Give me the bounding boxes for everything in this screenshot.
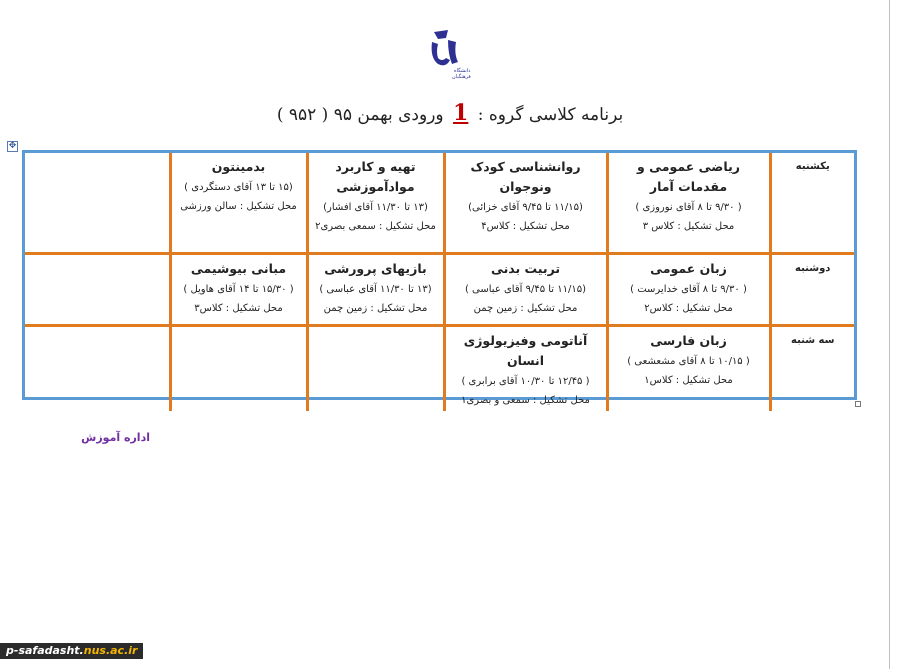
- course-cell-empty: [25, 325, 170, 411]
- day-cell: یکشنبه: [770, 153, 854, 253]
- course-place: محل تشکیل : سالن ورزشی: [180, 201, 297, 212]
- course-title: مبانی بیوشیمی: [190, 260, 287, 276]
- course-cell: [444, 325, 607, 411]
- course-cell: [607, 325, 770, 411]
- site-prefix: p-safadasht.: [6, 644, 84, 657]
- course-title: بدمینتون: [211, 159, 266, 174]
- course-place: محل تشکیل : زمین چمن: [473, 302, 578, 314]
- course-title: آناتومی وفیزیولوژی انسان: [463, 332, 588, 368]
- course-time: ( ۱۲/۴۵ تا ۱۰/۳۰ آقای برابری ): [461, 375, 590, 387]
- table-move-handle-icon[interactable]: ✥: [8, 141, 17, 151]
- course-title: بازیهای پرورشی: [324, 260, 427, 276]
- course-time: ( ۹/۳۰ تا ۸ آقای نوروزی ): [635, 202, 742, 213]
- course-cell-empty: [307, 325, 444, 411]
- svg-text:فرهنگیان: فرهنگیان: [452, 74, 471, 80]
- site-watermark: [0, 643, 143, 659]
- svg-text:دانشگاه: دانشگاه: [454, 68, 471, 74]
- course-time: (۱۵ تا ۱۳ آقای دستگردی ): [184, 182, 293, 193]
- day-cell: دوشنبه: [770, 253, 854, 325]
- course-time: ( ۱۵/۳۰ تا ۱۴ آقای هاویل ): [183, 283, 294, 295]
- course-cell: [307, 253, 444, 325]
- course-cell: [607, 253, 770, 325]
- course-cell-empty: [25, 153, 170, 253]
- course-cell: [444, 153, 607, 253]
- course-place: محل تشکیل : کلاس۳: [194, 302, 283, 314]
- course-time: ( ۹/۳۰ تا ۸ آقای خدایرست ): [630, 283, 747, 295]
- course-place: محل تشکیل : زمین چمن: [323, 302, 428, 314]
- course-place: محل تشکیل : کلاس۴: [481, 221, 570, 232]
- course-time: (۱۱/۱۵ تا ۹/۴۵ آقای خزائی): [468, 202, 583, 213]
- course-cell: [170, 253, 307, 325]
- day-cell: سه شنبه: [770, 325, 854, 411]
- course-cell: [170, 153, 307, 253]
- course-title: روانشناسی کودک ونوجوان: [470, 159, 581, 194]
- education-office-label: اداره آموزش: [81, 431, 150, 444]
- course-time: (۱۱/۱۵ تا ۹/۴۵ آقای عباسی ): [464, 283, 587, 295]
- course-place: محل تشکیل : کلاس۱: [644, 374, 733, 386]
- course-place: محل تشکیل : کلاس ۳: [642, 221, 735, 232]
- course-cell: [607, 153, 770, 253]
- title-suffix: ورودی بهمن ۹۵ ( ۹۵۲ ): [276, 105, 444, 125]
- course-place: محل تشکیل : کلاس۲: [644, 302, 733, 314]
- course-time: (۱۳ تا ۱۱/۳۰ آقای عباسی ): [319, 283, 432, 295]
- university-logo-icon: [424, 28, 471, 80]
- course-time: (۱۳ تا ۱۱/۳۰ آقای افشار): [323, 202, 428, 213]
- course-cell: [307, 153, 444, 253]
- title-prefix: برنامه کلاسی گروه :: [477, 105, 624, 125]
- course-cell-empty: [170, 325, 307, 411]
- page-title: [0, 100, 900, 126]
- course-title: زبان فارسی: [650, 332, 727, 348]
- group-number: 1: [453, 100, 469, 126]
- course-title: تربیت بدنی: [490, 260, 561, 276]
- course-cell: [444, 253, 607, 325]
- course-title: زبان عمومی: [650, 260, 727, 276]
- course-time: ( ۱۰/۱۵ تا ۸ آقای مشعشعی ): [627, 355, 750, 367]
- course-title: تهیه و کاربرد موادآموزشی: [335, 159, 416, 194]
- schedule-table: [22, 150, 857, 406]
- table-resize-handle[interactable]: [855, 401, 861, 407]
- course-cell-empty: [25, 253, 170, 325]
- course-place: محل تشکیل : سمعی بصری۲: [315, 221, 436, 232]
- course-place: محل تشکیل : سمعی و بصری۱: [461, 394, 590, 406]
- course-title: ریاضی عمومی و مقدمات آمار: [637, 159, 740, 194]
- site-suffix: nus.ac.ir: [83, 644, 138, 657]
